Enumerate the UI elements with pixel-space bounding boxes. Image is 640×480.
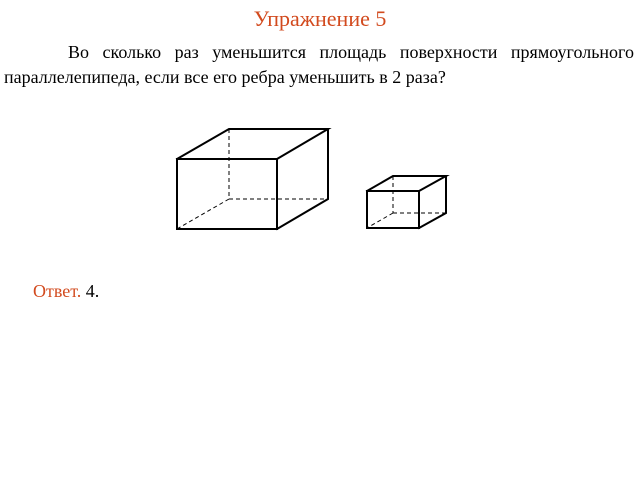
problem-text: Во сколько раз уменьшится площадь поверхности прямоугольного параллелепипеда, если все его ребра уменьшить в 2 раза? — [4, 42, 634, 87]
small-box-top-face — [367, 176, 446, 191]
large-box-front-face — [177, 159, 277, 229]
large-box — [177, 129, 328, 229]
answer-line — [33, 280, 99, 302]
slide-title: Упражнение 5 — [253, 6, 387, 31]
small-box — [367, 176, 446, 228]
large-box-top-face — [177, 129, 328, 159]
large-box-hidden-depth — [177, 199, 229, 229]
answer-label: Ответ. — [33, 281, 82, 301]
answer-value: 4. — [85, 281, 100, 301]
small-box-front-face — [367, 191, 419, 228]
small-box-hidden-depth — [367, 213, 393, 228]
